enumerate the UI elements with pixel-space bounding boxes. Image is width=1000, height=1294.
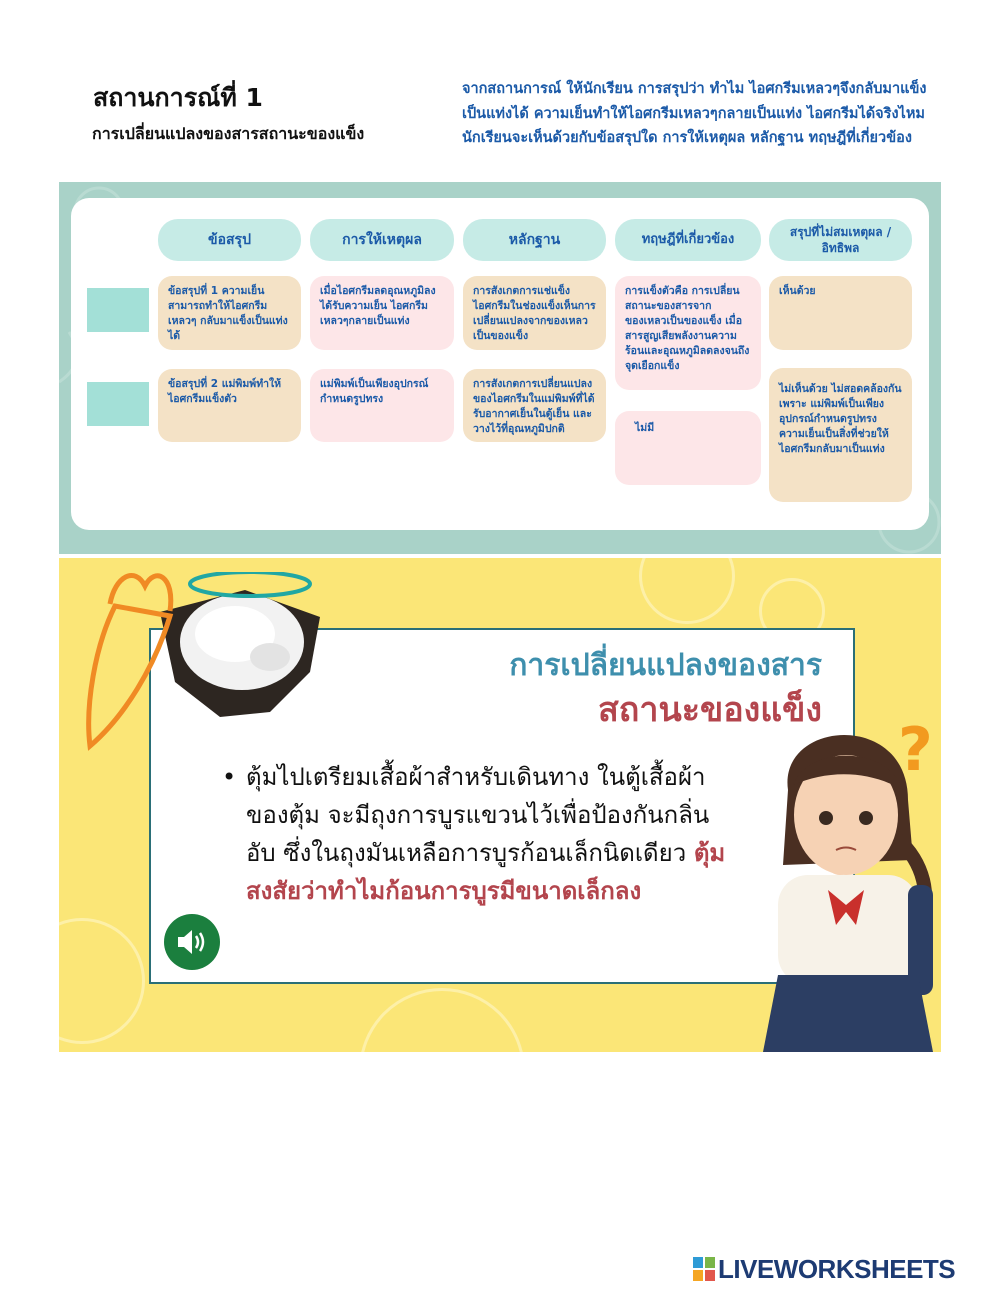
row1-conclusion: ข้อสรุปที่ 1 ความเย็นสามารถทำให้ไอศกรีมเหลวๆ กลับมาแข็งเป็นแท่งได้ — [158, 276, 301, 350]
background-circle-decoration — [359, 988, 525, 1052]
header-reasoning: การให้เหตุผล — [310, 219, 454, 261]
page-title: สถานการณ์ที่ 1 — [93, 83, 263, 112]
header-verdict: สรุปที่ไม่สมเหตุผล / อิทธิพล — [769, 219, 912, 261]
slide-title-highlight: สถานะของแข็ง — [598, 690, 822, 730]
story-text — [246, 758, 732, 910]
logo-icon — [693, 1257, 715, 1281]
question-mark-icon: ? — [898, 715, 933, 785]
answer-box-2[interactable] — [87, 382, 149, 426]
header-theory: ทฤษฎีที่เกี่ยวข้อง — [615, 219, 761, 261]
row1-theory: การแข็งตัวคือ การเปลี่ยนสถานะของสารจากของเหลวเป็นของแข็ง เมื่อสารสูญเสียพลังงานความร้อนและอุณหภูมิลดลงจนถึงจุดเยือกแข็ง — [615, 276, 761, 390]
story-highlight-text: ตุ้มสงสัยว่าทำไมก้อนการบูรมีขนาดเล็กลง — [246, 839, 726, 905]
background-circle-decoration — [59, 918, 145, 1044]
page-subtitle: การเปลี่ยนแปลงของสารสถานะของแข็ง — [92, 124, 365, 143]
row1-reasoning: เมื่อไอศกรีมลดอุณหภูมิลง ได้รับความเย็น ไอศกรีมเหลวๆกลายเป็นแท่ง — [310, 276, 454, 350]
bullet-marker: • — [222, 763, 237, 791]
instruction-text: จากสถานการณ์ ให้นักเรียน การสรุปว่า ทำไม ไอศกรีมเหลวๆจึงกลับมาแข็งเป็นแท่งได้ ความเย็นทำให้ไอศกรีมเหลวๆกลายเป็นแท่ง ไอศกรีมได้จริงไหม นักเรียนจะเห็นด้วยกับข้อสรุปใด การให้เหตุผล หลักฐาน ทฤษฎีที่เกี่ยวข้อง — [462, 81, 927, 146]
pouch-illustration — [75, 556, 185, 756]
row2-conclusion: ข้อสรุปที่ 2 แม่พิมพ์ทำให้ไอศกรีมแข็งตัว — [158, 369, 301, 442]
row2-verdict: ไม่เห็นด้วย ไม่สอดคล้องกัน เพราะ แม่พิมพ์เป็นเพียงอุปกรณ์กำหนดรูปทรง ความเย็นเป็นสิ่งที่ช่วยให้ไอศกรีมกลับมาเป็นแท่ง — [769, 368, 912, 502]
liveworksheets-logo — [693, 1254, 955, 1284]
logo-text: LIVEWORKSHEETS — [718, 1253, 956, 1284]
audio-play-button[interactable] — [164, 914, 220, 970]
header-evidence: หลักฐาน — [463, 219, 606, 261]
background-circle-decoration — [639, 558, 735, 624]
story-plain-text: ตุ้มไปเตรียมเสื้อผ้าสำหรับเดินทาง ในตู้เสื้อผ้าของตุ้ม จะมีถุงการบูรแขวนไว้เพื่อป้องกันกลิ่นอับ ซึ่งในถุงมันเหลือการบูรก้อนเล็กนิดเดียว — [246, 763, 710, 867]
row1-evidence: การสังเกตการแช่แข็งไอศกรีมในช่องแข็งเห็นการเปลี่ยนแปลงจากของเหลวเป็นของแข็ง — [463, 276, 606, 350]
speaker-icon — [175, 928, 209, 956]
slide-title: การเปลี่ยนแปลงของสาร — [509, 648, 822, 683]
answer-box-1[interactable] — [87, 288, 149, 332]
row1-verdict: เห็นด้วย — [769, 276, 912, 350]
student-girl-illustration — [748, 690, 941, 1052]
row2-reasoning: แม่พิมพ์เป็นเพียงอุปกรณ์กำหนดรูปทรง — [310, 369, 454, 442]
header-conclusion: ข้อสรุป — [158, 219, 301, 261]
row2-theory: ไม่มี — [615, 411, 761, 485]
row2-evidence: การสังเกตการเปลี่ยนแปลงของไอศกรีมในแม่พิมพ์ที่ได้รับอากาศเย็นในตู้เย็น และวางไว้ที่อุณหภูมิปกติ — [463, 369, 606, 442]
